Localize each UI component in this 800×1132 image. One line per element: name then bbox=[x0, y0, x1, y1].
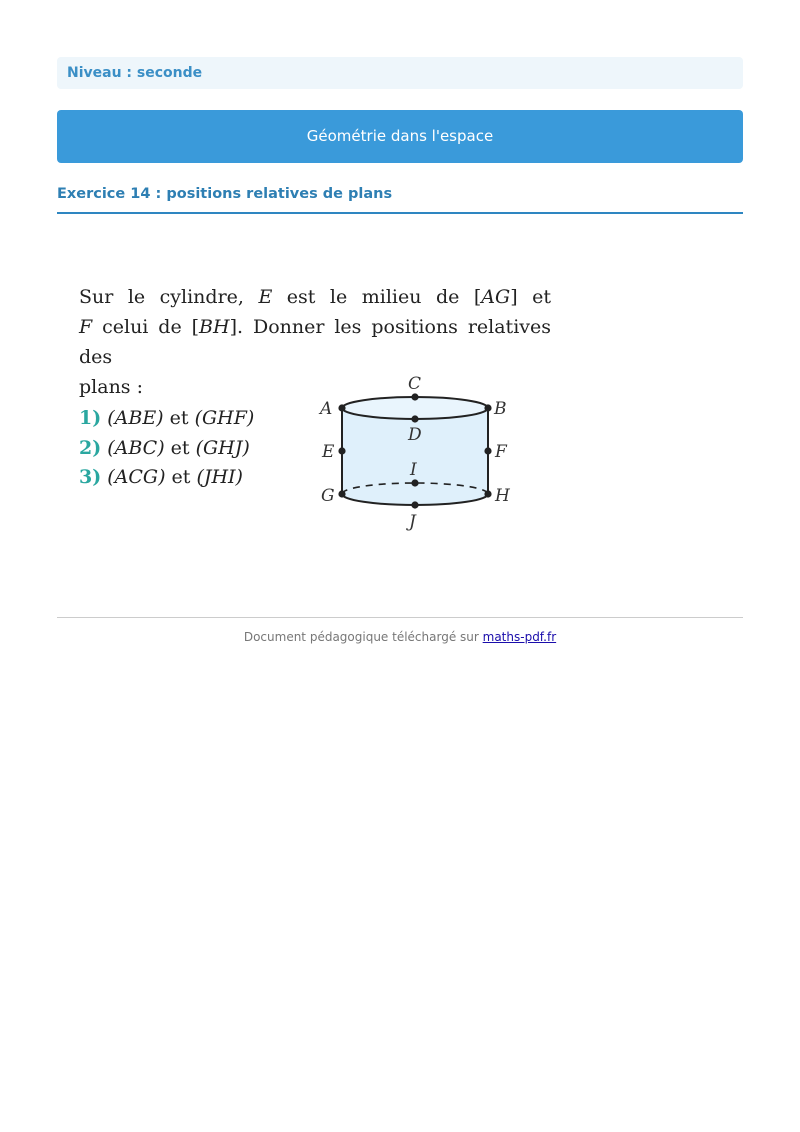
label-E: E bbox=[322, 442, 335, 462]
question-list bbox=[79, 407, 254, 496]
statement-line-1: Sur le cylindre, E est le milieu de [AG] et bbox=[79, 286, 551, 308]
statement-line-2: F celui de [BH]. Donner les positions relatives des bbox=[79, 316, 551, 368]
label-C: C bbox=[408, 374, 422, 394]
point-E bbox=[338, 447, 345, 454]
statement-line-3: plans : bbox=[79, 376, 143, 398]
cylinder-figure bbox=[312, 368, 532, 538]
plane-label: (ABC) bbox=[107, 436, 165, 459]
question-number: 1) bbox=[79, 407, 102, 429]
point-A bbox=[338, 404, 345, 411]
label-J: J bbox=[409, 512, 416, 532]
question-item: 3) (ACG) et (JHI) bbox=[79, 466, 243, 488]
exercise-title: Exercice 14 : positions relatives de plans bbox=[57, 186, 393, 202]
exercise-title-underline bbox=[57, 212, 743, 214]
plane-label: (GHF) bbox=[194, 407, 255, 429]
point-C bbox=[411, 393, 418, 400]
footer-divider bbox=[57, 617, 743, 618]
question-item: 2) (ABC) et (GHJ) bbox=[79, 436, 250, 459]
point-G bbox=[338, 490, 345, 497]
point-B bbox=[484, 404, 491, 411]
label-F: F bbox=[495, 442, 507, 462]
point-D bbox=[411, 415, 418, 422]
point-F bbox=[484, 447, 491, 454]
label-B: B bbox=[494, 399, 507, 419]
footer-text: Document pédagogique téléchargé sur bbox=[243, 630, 483, 644]
footer-link[interactable]: maths-pdf.fr bbox=[482, 630, 557, 644]
point-J bbox=[411, 501, 418, 508]
point-H bbox=[484, 490, 491, 497]
plane-label: (GHJ) bbox=[195, 436, 250, 459]
chapter-title: Géométrie dans l'espace bbox=[306, 127, 494, 145]
label-H: H bbox=[495, 486, 510, 506]
question-number: 2) bbox=[79, 436, 102, 459]
level-label: Niveau : seconde bbox=[67, 65, 203, 81]
question-number: 3) bbox=[79, 466, 102, 488]
label-D: D bbox=[408, 425, 422, 445]
footer bbox=[0, 630, 800, 644]
level-bar bbox=[57, 57, 743, 89]
question-item: 1) (ABE) et (GHF) bbox=[79, 407, 255, 429]
point-I bbox=[411, 479, 418, 486]
plane-label: (ACG) bbox=[107, 466, 166, 488]
plane-label: (ABE) bbox=[107, 407, 164, 429]
label-G: G bbox=[321, 486, 335, 506]
chapter-banner bbox=[57, 110, 743, 163]
label-I: I bbox=[410, 460, 417, 480]
label-A: A bbox=[320, 399, 333, 419]
plane-label: (JHI) bbox=[196, 466, 243, 488]
